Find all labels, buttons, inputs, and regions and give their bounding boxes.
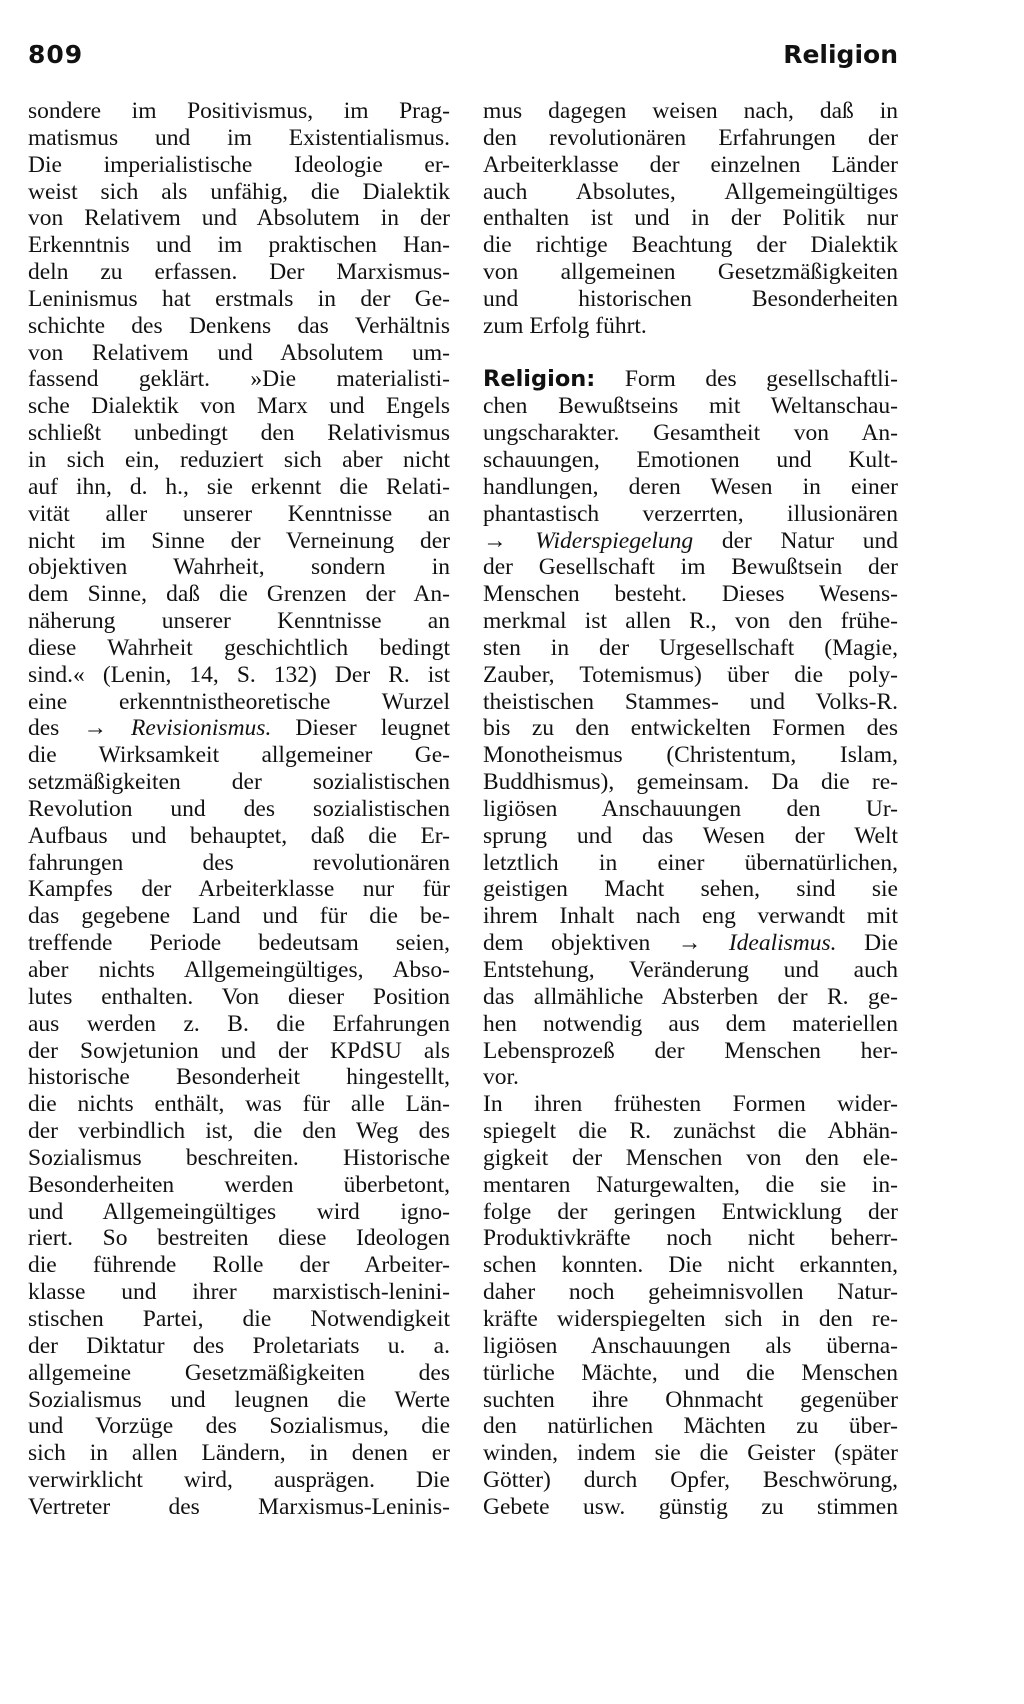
text-line: sten in der Urgesellschaft (Magie, [483,634,898,661]
text-line: fassend geklärt. »Die materialisti- [28,366,450,393]
text-line: weist sich als unfähig, die Dialektik [28,178,450,205]
cross-reference-leading-text: dem objektiven [483,930,678,957]
text-line: sprung und das Wesen der Welt [483,822,898,849]
text-line: Entstehung, Veränderung und auch [483,957,898,983]
text-line: und historischen Besonderheiten [483,285,898,312]
text-line: folge der geringen Entwicklung der [483,1198,898,1225]
text-line: Menschen besteht. Dieses Wesens- [483,581,898,608]
text-line: Gebete usw. günstig zu stimmen [483,1493,898,1520]
text-line: dem Sinne, daß die Grenzen der An- [28,581,450,608]
text-line: Arbeiterklasse der einzelnen Länder [483,151,898,178]
text-line: daher noch geheimnisvollen Natur- [483,1279,898,1306]
text-line: Die imperialistische Ideologie er- [28,151,450,178]
text-line: chen Bewußtseins mit Weltanschau- [483,393,898,420]
text-line: die Wirksamkeit allgemeiner Ge- [28,742,450,769]
text-line: lutes enthalten. Von dieser Position [28,983,450,1010]
text-line: die richtige Beachtung der Dialektik [483,232,898,259]
paragraph-gap [483,340,898,367]
text-line: schen konnten. Die nicht erkannten, [483,1252,898,1279]
text-line: auf ihn, d. h., sie erkennt die Relati- [28,473,450,500]
text-line: Aufbaus und behauptet, daß die Er- [28,822,450,849]
cross-reference-leading-text: des [28,715,84,742]
text-line: vor. [483,1064,519,1091]
text-line: den revolutionären Erfahrungen der [483,124,898,151]
text-line: kräfte widerspiegelten sich in den re- [483,1305,898,1332]
text-line: allgemeine Gesetzmäßigkeiten des [28,1359,450,1386]
text-line: hen notwendig aus dem materiellen [483,1010,898,1037]
text-line: Besonderheiten werden überbetont, [28,1171,450,1198]
cross-reference-arrow-icon: → [483,527,507,554]
text-line: der Sowjetunion und der KPdSU als [28,1037,450,1064]
text-line: der Diktatur des Proletariats u. a. [28,1332,450,1359]
text-line: Sozialismus beschreiten. Historische [28,1144,450,1171]
text-line: Erkenntnis und im praktischen Han- [28,232,450,259]
text-line: geistigen Macht sehen, sind sie [483,876,898,903]
text-line: ihrem Inhalt nach eng verwandt mit [483,903,898,930]
text-line: suchten ihre Ohnmacht gegenüber [483,1386,898,1413]
text-line: riert. So bestreiten diese Ideologen [28,1225,450,1252]
text-line: spiegelt die R. zunächst die Abhän- [483,1118,898,1145]
text-line: von Relativem und Absolutem in der [28,205,450,232]
text-line: gigkeit der Menschen von den ele- [483,1144,898,1171]
cross-reference-line [483,930,898,957]
entry-term: Religion: [483,366,596,393]
text-line: sche Dialektik von Marx und Engels [28,393,450,420]
running-head: Religion [783,40,898,69]
text-line: der Gesellschaft im Bewußtsein der [483,554,898,581]
text-line: merkmal ist allen R., von den frühe- [483,608,898,635]
cross-reference-arrow-icon: → [677,930,702,957]
text-line: setzmäßigkeiten der sozialistischen [28,769,450,796]
text-line: aber nichts Allgemeingültiges, Abso- [28,957,450,983]
text-line: vität aller unserer Kenntnisse an [28,500,450,527]
text-line: Sozialismus und leugnen die Werte [28,1386,450,1413]
text-line: theistischen Stammes- und Volks-R. [483,688,898,715]
text-line: Revolution und des sozialistischen [28,795,450,822]
cross-reference-line [483,528,898,555]
text-line: bis zu den entwickelten Formen des [483,715,898,742]
text-line: näherung unserer Kenntnisse an [28,608,450,635]
cross-reference-arrow-icon: → [83,715,107,742]
text-line: eine erkenntnistheoretische Wurzel [28,688,450,715]
text-line: schauungen, Emotionen und Kult- [483,446,898,473]
cross-reference-link[interactable]: Idealismus. [728,930,837,957]
cross-reference-trailing-text: Dieser leugnet [271,715,450,742]
cross-reference-trailing-text: Die [836,930,898,957]
text-line: aus werden z. B. die Erfahrungen [28,1010,450,1037]
text-line: und Vorzüge des Sozialismus, die [28,1413,450,1440]
text-line: der verbindlich ist, die den Weg des [28,1118,450,1145]
text-line: das gegebene Land und für die be- [28,903,450,930]
text-line: In ihren frühesten Formen wider- [483,1091,898,1118]
text-line: Zauber, Totemismus) über die poly- [483,661,898,688]
text-line: diese Wahrheit geschichtlich bedingt [28,634,450,661]
text-line: winden, indem sie die Geister (später [483,1440,898,1467]
text-line: mentaren Naturgewalten, die sie in- [483,1171,898,1198]
text-line: enthalten ist und in der Politik nur [483,205,898,232]
cross-reference-link[interactable]: Revisionismus. [130,715,272,742]
text-line: Kampfes der Arbeiterklasse nur für [28,876,450,903]
left-column [28,98,450,1521]
text-line: mus dagegen weisen nach, daß in [483,98,898,124]
cross-reference-line [28,715,450,742]
text-line: fahrungen des revolutionären [28,849,450,876]
text-line: klasse und ihrer marxistisch-lenini- [28,1279,450,1306]
text-line: von Relativem und Absolutem um- [28,339,450,366]
text-line: die führende Rolle der Arbeiter- [28,1252,450,1279]
text-line: Leninismus hat erstmals in der Ge- [28,285,450,312]
text-line: ligiösen Anschauungen als überna- [483,1332,898,1359]
text-line: historische Besonderheit hingestellt, [28,1064,450,1091]
text-line: Monotheismus (Christentum, Islam, [483,742,898,769]
text-line: Götter) durch Opfer, Beschwörung, [483,1467,898,1494]
text-line: stischen Partei, die Notwendigkeit [28,1305,450,1332]
text-line: verwirklicht wird, ausprägen. Die [28,1467,450,1494]
text-line: phantastisch verzerrten, illusionären [483,500,898,527]
right-column [483,98,898,1521]
entry-heading-line [483,366,898,393]
text-line: matismus und im Existentialismus. [28,124,450,151]
text-line: deln zu erfassen. Der Marxismus- [28,259,450,286]
text-line: objektiven Wahrheit, sondern in [28,554,450,581]
text-line: den natürlichen Mächten zu über- [483,1413,898,1440]
text-line: von allgemeinen Gesetzmäßigkeiten [483,259,898,286]
text-line: sondere im Positivismus, im Prag- [28,98,450,124]
cross-reference-link[interactable]: Widerspiegelung [535,527,694,554]
entry-first-line-text: Form des gesellschaftli- [595,366,898,393]
text-line: Vertreter des Marxismus-Leninis- [28,1493,450,1520]
text-line: ligiösen Anschauungen den Ur- [483,795,898,822]
text-line: treffende Periode bedeutsam seien, [28,930,450,957]
text-line: auch Absolutes, Allgemeingültiges [483,178,898,205]
text-line: das allmähliche Absterben der R. ge- [483,983,898,1010]
text-line: handlungen, deren Wesen in einer [483,473,898,500]
page-number: 809 [28,40,84,69]
text-line: ungscharakter. Gesamtheit von An- [483,420,898,447]
text-line: schichte des Denkens das Verhältnis [28,312,450,339]
text-line: türliche Mächte, und die Menschen [483,1359,898,1386]
text-line: zum Erfolg führt. [483,312,647,339]
text-line: sind.« (Lenin, 14, S. 132) Der R. ist [28,661,450,688]
text-line: die nichts enthält, was für alle Län- [28,1091,450,1118]
text-line: sich in allen Ländern, in denen er [28,1440,450,1467]
text-line: in sich ein, reduziert sich aber nicht [28,446,450,473]
text-line: Buddhismus), gemeinsam. Da die re- [483,769,898,796]
cross-reference-trailing-text: der Natur und [693,527,899,554]
text-line: letztlich in einer übernatürlichen, [483,849,898,876]
text-line: schließt unbedingt den Relativismus [28,420,450,447]
text-line: und Allgemeingültiges wird igno- [28,1198,450,1225]
text-line: Lebensprozeß der Menschen her- [483,1037,898,1064]
text-line: nicht im Sinne der Verneinung der [28,527,450,554]
text-line: Produktivkräfte noch nicht beherr- [483,1225,898,1252]
